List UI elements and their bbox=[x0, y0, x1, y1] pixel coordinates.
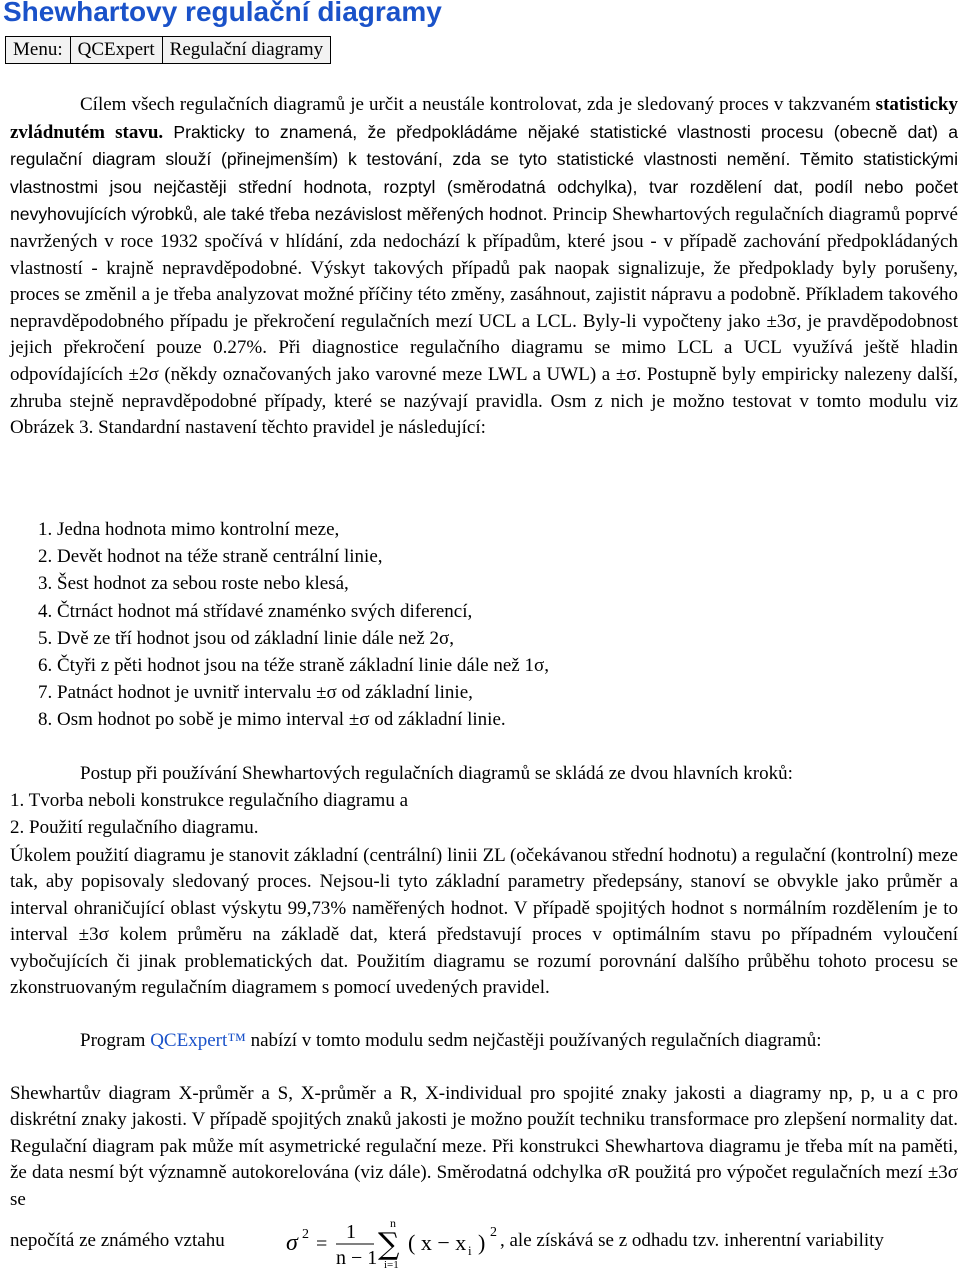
formula-text-before: nepočítá ze známého vztahu bbox=[10, 1230, 225, 1251]
diagrams-paragraph: Shewhartův diagram X-průměr a S, X-průměr a R, X-individual pro spojité znaky jakosti a diagramy np, p, u a c pro diskrétní znaky jakosti. V případě spojitých znaků jakosti je možno použít techniku transformace pro zlepšení normality dat. Regulační diagram pak může mít asymetrické regulační meze. Při konstrukci Shewhartova diagramu je třeba mít na paměti, že data nesmí být významně autokorelována (viz dále). Směrodatná odchylka σR použitá pro výpočet regulačních mezí ±3σ se bbox=[10, 1083, 958, 1210]
formula-square: 2 bbox=[302, 1227, 309, 1242]
formula-subscript: i bbox=[468, 1243, 472, 1258]
menu-item-regulacni-diagramy[interactable]: Regulační diagramy bbox=[163, 37, 331, 63]
sum-upper: n bbox=[390, 1218, 396, 1230]
intro-text-a: Cílem všech regulačních diagramů je určit a neustále kontrolovat, zda je sledovaný proces v takzvaném bbox=[80, 94, 876, 115]
intro-text-g: Při diagnostice regulačního diagramu se mimo LCL a UCL využívá ještě hladin odpovídajících ±2σ (někdy označovaných jako varovné meze LWL a UWL) a ±σ. bbox=[10, 337, 958, 385]
rule-item: 3. Šest hodnot za sebou roste nebo klesá, bbox=[38, 573, 349, 595]
rule-item: 4. Čtrnáct hodnot má střídavé znaménko svých diferencí, bbox=[38, 600, 473, 622]
program-text-b: nabízí v tomto modulu sedm nejčastěji používaných regulačních diagramů: bbox=[245, 1030, 822, 1051]
rule-item: 6. Čtyři z pěti hodnot jsou na téže straně základní linie dále než 1σ, bbox=[38, 655, 549, 677]
variance-formula bbox=[282, 1218, 512, 1270]
formula-term: ( x − x bbox=[408, 1230, 467, 1255]
intro-text-d: Výskyt takových případů pak naopak signalizuje, že předpoklady byly porušeny, proces se změnil a je třeba analyzovat možné příčiny této změny, zasáhnout, zajistit nápravu a podobně. bbox=[10, 257, 958, 306]
sum-symbol: ∑ bbox=[378, 1227, 400, 1262]
brand-qcexpert: QCExpert™ bbox=[150, 1030, 246, 1051]
formula-sigma: σ bbox=[286, 1230, 298, 1256]
intro-bold-term: statisticky zvládnutém stavu. bbox=[10, 94, 958, 143]
rule-item: 7. Patnáct hodnot je uvnitř intervalu ±σ od základní linie, bbox=[38, 682, 473, 704]
intro-text-e: Příkladem takového nepravděpodobného případu je překročení regulačních mezí UCL a LCL. bbox=[10, 284, 959, 332]
menu-item-qcexpert[interactable]: QCExpert bbox=[71, 37, 163, 63]
formula-text-after: , ale získává se z odhadu tzv. inherentní variability bbox=[500, 1230, 884, 1251]
step-item: 1. Tvorba neboli konstrukce regulačního diagramu a bbox=[10, 790, 408, 811]
sum-lower: i=1 bbox=[384, 1259, 399, 1270]
formula-numerator: 1 bbox=[346, 1221, 356, 1243]
formula-close: ) bbox=[478, 1230, 486, 1255]
menu-path-breadcrumb bbox=[5, 36, 331, 64]
formula-line bbox=[10, 1218, 958, 1268]
intro-text-i: Osm z nich je možno testovat v tomto modulu viz Obrázek 3. Standardní nastavení těchto pravidel je následující: bbox=[10, 390, 958, 439]
rule-item: 5. Dvě ze tří hodnot jsou od základní linie dále než 2σ, bbox=[38, 627, 454, 649]
intro-text-b: Prakticky to znamená, že předpokládáme nějaké statistické vlastnosti procesu (obecně dat) a regulační diagram slouží (přinejmenším) k testování, zda se tyto statistické vlastnosti nemění. Těmito statistickými vlastnostmi jsou nejčastěji střední hodnota, rozptyl (směrodatná odchylka), tvar rozdělení dat, podíl nebo počet nevyhovujících výrobků, ale také třeba nezávislost měřených hodnot. bbox=[10, 121, 958, 225]
usage-paragraph: Úkolem použití diagramu je stanovit základní (centrální) linii ZL (očekávanou střední hodnotu) a regulační (kontrolní) meze tak, aby popisovaly sledovaný proces. Nejsou-li tyto základní parametry předepsány, stanoví se obvykle jako průměr a interval ohraničující oblast výskytu 99,73% naměřených hodnot. V případě spojitých hodnot s normálním rozdělením je to interval ±3σ kolem průměru na základě dat, která představují proces v optimálním stavu po případném vyloučení vybočujících či jinak problematických dat. Použitím diagramu se rozumí porovnání dalšího průběhu tohoto procesu se zkonstruovaným regulačním diagramem s pomocí uvedených pravidel. bbox=[10, 845, 958, 999]
program-paragraph bbox=[10, 1028, 958, 1054]
menu-label: Menu: bbox=[6, 37, 71, 63]
rule-item: 1. Jedna hodnota mimo kontrolní meze, bbox=[38, 519, 340, 540]
intro-paragraph bbox=[10, 92, 958, 442]
program-text-a: Program bbox=[80, 1030, 151, 1051]
intro-text-c: Princip Shewhartových regulačních diagramů poprvé navržených v roce 1932 spočívá v hlídání, zda nedochází k případům, které jsou - v případě zachování předpokládaných vlastností - krajně nepravděpodobné. bbox=[10, 204, 958, 279]
step-item: 2. Použití regulačního diagramu. bbox=[10, 817, 259, 838]
formula-equals: = bbox=[316, 1233, 328, 1255]
page-title: Shewhartovy regulační diagramy bbox=[3, 0, 442, 27]
formula-denominator: n − 1 bbox=[336, 1247, 378, 1269]
formula-square-2: 2 bbox=[490, 1225, 497, 1240]
intro-text-h: Postupně byly empiricky nalezeny další, zhruba stejně nepravděpodobné případy, které se nazývají pravidla. bbox=[10, 363, 958, 412]
rules-list bbox=[38, 516, 549, 734]
rule-item: 8. Osm hodnot po sobě je mimo interval ±σ od základní linie. bbox=[38, 709, 506, 731]
rule-item: 2. Devět hodnot na téže straně centrální linie, bbox=[38, 546, 383, 568]
steps-intro: Postup při používání Shewhartových regulačních diagramů se skládá ze dvou hlavních kroků: bbox=[80, 763, 793, 784]
intro-text-f: Byly-li vypočteny jako ±3σ, je pravděpodobnost jejich překročení pouze 0.27%. bbox=[10, 310, 958, 359]
